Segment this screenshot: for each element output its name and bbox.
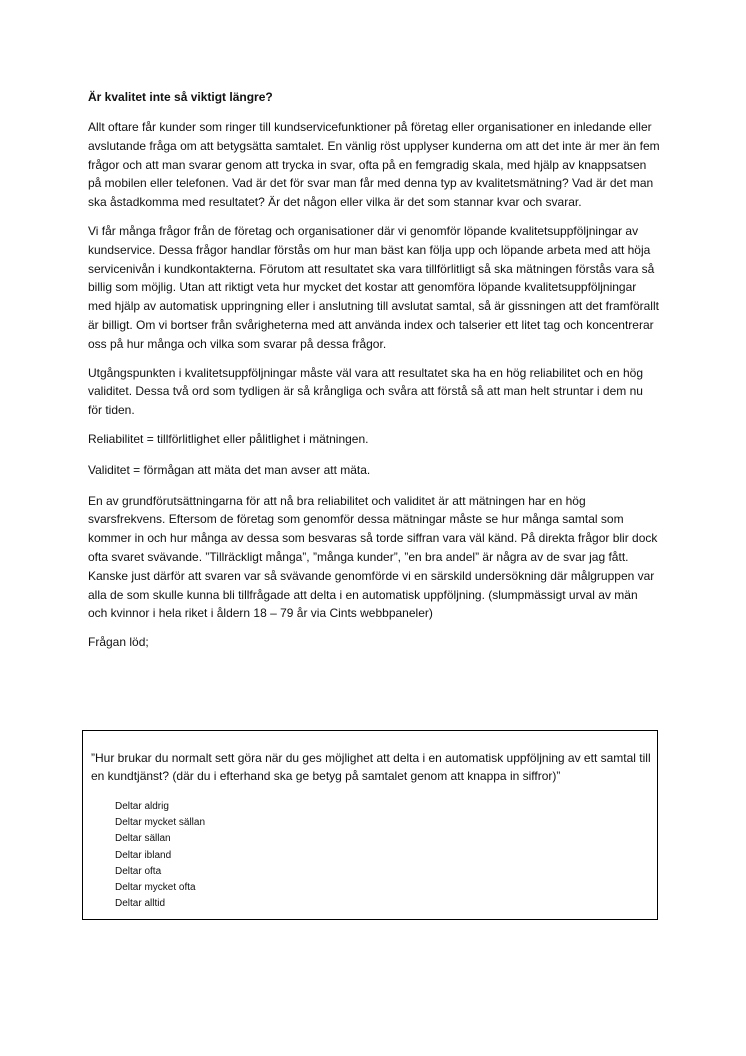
paragraph-starting-point: Utgångspunkten i kvalitetsuppföljningar måste väl vara att resultatet ska ha en hög reliabilitet och en hög validitet. Dessa två ord som tydligen är så krångliga och svåra att förstå så att man helt struntar i dem nu för tiden. [88,365,643,418]
definition-reliability: Reliabilitet = tillförlitlighet eller pålitlighet i mätningen. [88,431,369,446]
answer-option: Deltar ofta [115,865,162,877]
paragraph-questions: Vi får många frågor från de företag och organisationer där vi genomför löpande kvalitetsuppföljningar av kundservice. Dessa frågor handlar förstås om hur man bäst kan följa upp och löpande arbeta med att höja servicenivån i kundkontakterna. Förutom att resultatet ska vara tillförlitligt så ska mätningen förstås vara så billig som möjlig. Utan att riktigt veta hur mycket det kostar att genomföra löpande kvalitetsuppföljningar med hjälp av automatisk uppringning eller i anslutning till avslutat samtal, så är gissningen att det framförallt är billigt. Om vi bortser från svårigheterna med att använda index och talserier ett litet tag och koncentrerar oss på hur många och vilka som svarar på dessa frågor. [88,223,659,351]
document-body [88,89,660,662]
answer-option: Deltar sällan [115,833,171,845]
definition-validity: Validitet = förmågan att mäta det man avser att mäta. [88,462,371,477]
answer-option: Deltar aldrig [115,801,169,812]
answer-options-list [115,799,205,912]
answer-option: Deltar mycket sällan [115,817,206,829]
answer-option: Deltar alltid [115,898,166,910]
question-intro: Frågan löd; [88,635,149,650]
paragraph-survey: En av grundförutsättningarna för att nå bra reliabilitet och validitet är att mätningen har en hög svarsfrekvens. Eftersom de företag som genomför dessa mätningar måste se hur många samtal som kommer in och hur många av dessa som besvaras så torde siffran vara väl känd. På direkta frågor blir dock ofta svaret svävande. ”Tillräckligt många”, ”många kunder”, ”en bra andel” är några av de svar jag fått. Kanske just därför att svaren var så svävande genomförde vi en särskild undersökning där målgruppen var alla de som skulle kunna bli tillfrågade att delta i en automatisk uppföljning. (slumpmässigt urval av män och kvinnor i hela riket i åldern 18 – 79 år via Cints webbpaneler) [88,493,658,621]
answer-option: Deltar ibland [115,849,172,861]
question-box [82,730,658,920]
paragraph-intro: Allt oftare får kunder som ringer till kundservicefunktioner på företag eller organisationer en inledande eller avslutande fråga om att betygsätta samtalet. En vänlig röst upplyser kunderna om att det inte är mer än fem frågor och att man svarar genom att trycka in svar, ofta på en femgradig skala, med hjälp av knappsatsen på mobilen eller telefonen. Vad är det för svar man får med denna typ av kvalitetsmätning? Vad är det man ska åstadkomma med resultatet? Är det någon eller vilka är det som stannar kvar och svarar. [88,120,660,210]
answer-option: Deltar mycket ofta [115,882,196,894]
document-heading: Är kvalitet inte så viktigt längre? [88,90,273,104]
survey-question: ”Hur brukar du normalt sett göra när du ges möjlighet att delta i en automatisk uppföljning av ett samtal till en kundtjänst? (där du i efterhand ska ge betyg på samtalet genom att knappa in siffror)” [91,751,651,783]
